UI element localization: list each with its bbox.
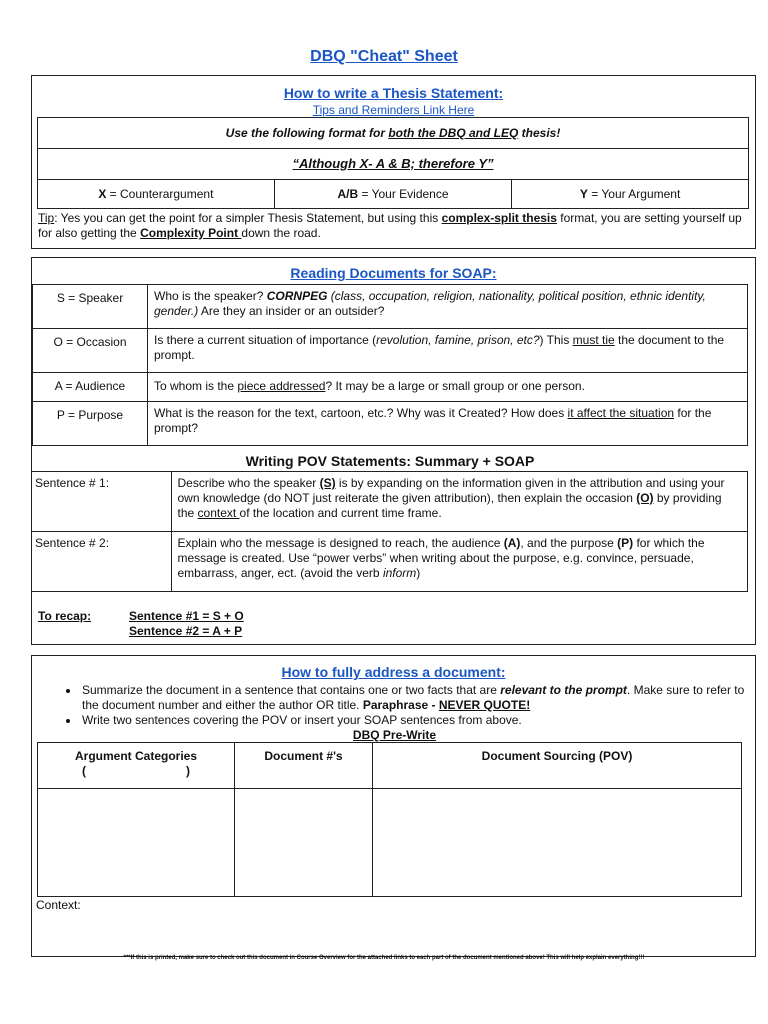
tip-label: Tip <box>38 211 55 225</box>
soap-section <box>31 257 756 645</box>
page-title: DBQ "Cheat" Sheet <box>310 48 458 65</box>
thesis-section <box>31 75 756 249</box>
thesis-heading: How to write a Thesis Statement: <box>283 85 504 101</box>
pov-table <box>32 471 748 592</box>
pov-heading: Writing POV Statements: Summary + SOAP <box>245 453 535 469</box>
y-definition: Y = Your Argument <box>512 180 749 209</box>
x-definition: X = Counterargument <box>38 180 275 209</box>
recap <box>38 609 244 639</box>
soap-key-speaker: S = Speaker <box>33 285 148 329</box>
thesis-format-table <box>37 117 749 209</box>
context-label: Context: <box>36 898 81 912</box>
soap-table <box>32 284 748 446</box>
document-sourcing-header: Document Sourcing (POV) <box>373 743 742 789</box>
prewrite-title: DBQ Pre-Write <box>352 727 437 742</box>
recap-line2: Sentence #2 = A + P <box>129 624 243 638</box>
recap-line1: Sentence #1 = S + O <box>129 609 244 623</box>
thesis-tips-link[interactable]: Tips and Reminders Link Here <box>312 102 475 117</box>
sentence2-label: Sentence # 2: <box>32 532 171 592</box>
address-bullet-2: • Write two sentences covering the POV or insert your SOAP sentences from above. <box>80 713 755 728</box>
document-sourcing-cell[interactable] <box>373 789 742 897</box>
format-underlined: both the DBQ and LEQ <box>388 125 519 140</box>
address-bullet-1: • Summarize the document in a sentence that contains one or two facts that are relevant to the prompt. Make sure to refer to the document number and either the author OR title. Paraphrase - NEVER QUOTE! <box>80 683 755 713</box>
address-bullets <box>32 683 755 728</box>
sentence1-label: Sentence # 1: <box>32 472 171 532</box>
address-section <box>31 655 756 957</box>
ab-definition: A/B = Your Evidence <box>274 180 511 209</box>
soap-desc-purpose: What is the reason for the text, cartoon, etc.? Why was it Created? How does it affect the situation for the prompt? <box>148 402 748 446</box>
address-heading: How to fully address a document: <box>281 664 506 680</box>
soap-heading: Reading Documents for SOAP: <box>290 265 497 281</box>
document-numbers-header: Document #'s <box>235 743 373 789</box>
soap-key-occasion: O = Occasion <box>33 329 148 373</box>
argument-categories-header: Argument Categories ( ) <box>38 743 235 789</box>
soap-key-purpose: P = Purpose <box>33 402 148 446</box>
recap-label: To recap: <box>38 609 92 623</box>
prewrite-table <box>37 742 742 897</box>
footer-note: ***If this is printed, make sure to check out this document in Course Overview for the attached links to each part of the document mentioned above! This will help explain everything!!! <box>123 955 645 961</box>
soap-key-audience: A = Audience <box>33 373 148 402</box>
format-instruction: Use the following format for both the DBQ and LEQ thesis! <box>38 118 749 149</box>
argument-categories-cell[interactable] <box>38 789 235 897</box>
soap-desc-speaker: Who is the speaker? CORNPEG (class, occupation, religion, nationality, political position, ethnic identity, gender.) Are they an insider or an outsider? <box>148 285 748 329</box>
document-numbers-cell[interactable] <box>235 789 373 897</box>
thesis-tip: Tip: Yes you can get the point for a simpler Thesis Statement, but using this complex-split thesis format, you are setting yourself up for also getting the Complexity Point down the road. <box>38 211 742 240</box>
soap-desc-audience: To whom is the piece addressed? It may be a large or small group or one person. <box>148 373 748 402</box>
sentence1-desc: Describe who the speaker (S) is by expanding on the information given in the attribution and using your own knowledge (do NOT just reiterate the given attribution), then explain the occasion (O) by providing the context of the location and current time frame. <box>171 472 748 532</box>
thesis-formula: “Although X- A & B; therefore Y” <box>38 149 749 180</box>
sentence2-desc: Explain who the message is designed to reach, the audience (A), and the purpose (P) for which the message is created. Use “power verbs” when writing about the purpose, e.g. convince, persuade, embarrass, anger, ect. (avoid the verb inform) <box>171 532 748 592</box>
soap-desc-occasion: Is there a current situation of importance (revolution, famine, prison, etc?) This must tie the document to the prompt. <box>148 329 748 373</box>
